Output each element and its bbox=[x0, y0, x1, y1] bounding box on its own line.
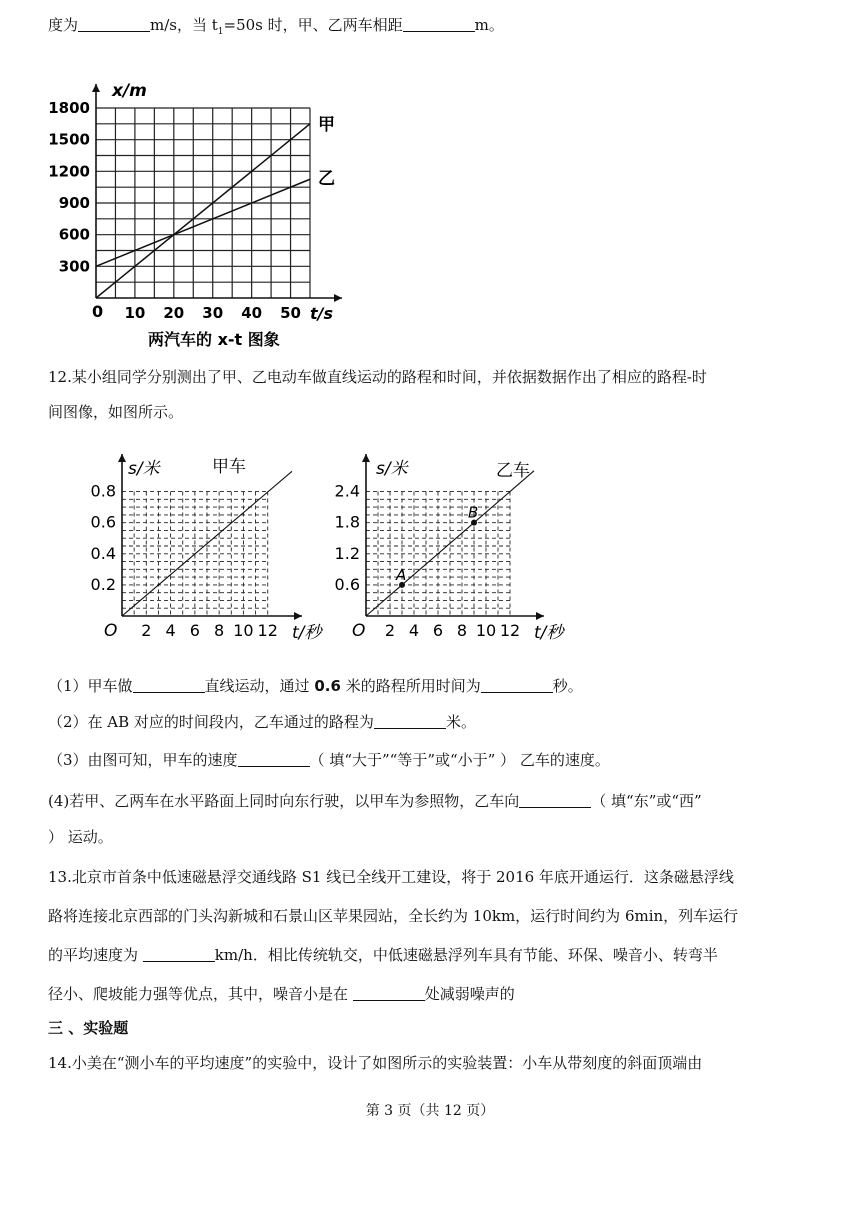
y-tick-label: 1.2 bbox=[334, 543, 360, 563]
car-b-chart bbox=[320, 446, 580, 646]
x-tick-label: 10 bbox=[124, 304, 146, 322]
text: km/h．相比传统轨交，中低速磁悬浮列车具有节能、环保、噪音小、转弯半 bbox=[214, 946, 718, 964]
text: m。 bbox=[474, 16, 504, 34]
x-tick-label: 10 bbox=[475, 621, 497, 640]
text: 米。 bbox=[445, 713, 476, 731]
text: 度为 bbox=[48, 16, 79, 34]
x-tick-label: 8 bbox=[456, 621, 468, 640]
y-tick-label: 1800 bbox=[48, 99, 90, 117]
q12-stem-2: 间图像，如图所示。 bbox=[48, 403, 184, 421]
q12-part3 bbox=[48, 749, 610, 770]
text: 秒。 bbox=[552, 677, 583, 695]
answer-blank[interactable] bbox=[403, 16, 475, 32]
x-axis-label: t/秒 bbox=[292, 623, 322, 643]
q12-stem-1: 12.某小组同学分别测出了甲、乙电动车做直线运动的路程和时间，并依据数据作出了相应的路程-时 bbox=[48, 368, 707, 386]
xt-chart bbox=[40, 72, 360, 352]
q12-part2 bbox=[48, 711, 476, 732]
text: （ 填“东”或“西” bbox=[591, 792, 702, 810]
answer-blank[interactable] bbox=[133, 677, 205, 693]
answer-blank[interactable] bbox=[238, 751, 310, 767]
text: （ 填“大于”“等于”或“小于” ） 乙车的速度。 bbox=[309, 751, 610, 769]
origin-label: O bbox=[352, 621, 366, 641]
origin-label: 0 bbox=[92, 302, 104, 321]
q13-line1: 13.北京市首条中低速磁悬浮交通线路 S1 线已全线开工建设，将于 2016 年底开通运行．这条磁悬浮线 bbox=[48, 868, 734, 886]
text: （3）由图可知，甲车的速度 bbox=[48, 751, 238, 769]
section-title: 三 、实验题 bbox=[48, 1019, 129, 1037]
answer-blank[interactable] bbox=[481, 677, 553, 693]
answer-blank[interactable] bbox=[143, 946, 215, 962]
y-axis-arrow bbox=[118, 454, 126, 462]
q11-tail-line bbox=[48, 14, 504, 37]
x-axis-arrow bbox=[334, 294, 342, 302]
y-tick-label: 0.6 bbox=[334, 574, 360, 594]
page-footer: 第 3 页（共 12 页） bbox=[365, 1103, 495, 1119]
point-label-B: B bbox=[468, 503, 479, 522]
q12-part4 bbox=[48, 790, 702, 811]
car-a-chart bbox=[70, 446, 322, 646]
x-tick-label: 6 bbox=[432, 621, 444, 640]
x-axis-arrow bbox=[294, 612, 302, 620]
q13-line2: 路将连接北京西部的门头沟新城和石景山区苹果园站，全长约为 10km，运行时间约为 6min，列车运行 bbox=[48, 907, 739, 925]
text: 径小、爬坡能力强等优点，其中，噪音小是在 bbox=[48, 985, 349, 1003]
q13-line3 bbox=[48, 944, 718, 965]
y-tick-label: 0.2 bbox=[90, 574, 116, 594]
series-label: 甲车 bbox=[212, 457, 246, 477]
text: 的平均速度为 bbox=[48, 946, 139, 964]
text: m/s，当 t bbox=[150, 16, 218, 34]
x-tick-label: 12 bbox=[257, 621, 278, 640]
x-tick-label: 2 bbox=[384, 621, 396, 640]
y-tick-label: 2.4 bbox=[334, 481, 360, 501]
answer-blank[interactable] bbox=[78, 16, 150, 32]
q13-line4 bbox=[48, 983, 515, 1004]
y-axis-label: x/m bbox=[112, 81, 147, 101]
y-axis-arrow bbox=[362, 454, 370, 462]
y-tick-label: 0.6 bbox=[90, 512, 116, 532]
text: (4)若甲、乙两车在水平路面上同时向东行驶，以甲车为参照物，乙车向 bbox=[48, 792, 520, 810]
text: =50s 时，甲、乙两车相距 bbox=[223, 16, 403, 34]
x-tick-label: 8 bbox=[214, 621, 225, 640]
y-tick-label: 600 bbox=[58, 225, 90, 244]
x-axis-label: t/s bbox=[310, 304, 334, 323]
y-tick-label: 1500 bbox=[48, 130, 90, 149]
x-tick-label: 10 bbox=[233, 621, 254, 640]
series-line-1 bbox=[96, 124, 310, 298]
series-label-jia: 甲 bbox=[318, 115, 335, 135]
y-tick-label: 0.8 bbox=[90, 481, 116, 501]
q12-part4-line2: ） 运动。 bbox=[48, 828, 113, 846]
q12-part1 bbox=[48, 675, 583, 696]
x-tick-label: 4 bbox=[165, 621, 176, 640]
text: （2）在 AB 对应的时间段内，乙车通过的路程为 bbox=[48, 713, 374, 731]
x-tick-label: 6 bbox=[189, 621, 200, 640]
y-tick-label: 1.8 bbox=[334, 512, 360, 532]
x-tick-label: 4 bbox=[408, 621, 420, 640]
series-label: 乙车 bbox=[496, 461, 530, 481]
x-tick-label: 30 bbox=[202, 304, 224, 322]
value: 0.6 bbox=[314, 677, 341, 695]
series-label-yi: 乙 bbox=[318, 169, 335, 189]
answer-blank[interactable] bbox=[519, 792, 591, 808]
y-tick-label: 300 bbox=[58, 257, 90, 276]
x-tick-label: 20 bbox=[163, 304, 185, 322]
y-tick-label: 1200 bbox=[48, 162, 90, 181]
answer-blank[interactable] bbox=[374, 713, 446, 729]
y-axis-label: s/米 bbox=[128, 459, 160, 479]
x-tick-label: 50 bbox=[280, 304, 301, 322]
y-tick-label: 900 bbox=[58, 194, 90, 212]
y-axis-arrow bbox=[92, 84, 100, 92]
text: 米的路程所用时间为 bbox=[345, 677, 481, 695]
x-axis-label: t/秒 bbox=[534, 623, 564, 643]
answer-blank[interactable] bbox=[353, 985, 425, 1001]
x-axis-arrow bbox=[536, 612, 544, 620]
point-label-A: A bbox=[396, 565, 407, 584]
x-tick-label: 40 bbox=[241, 304, 263, 322]
text: （1）甲车做 bbox=[48, 677, 133, 695]
chart-caption: 两汽车的 x-t 图象 bbox=[148, 330, 280, 349]
origin-label: O bbox=[104, 621, 118, 641]
x-tick-label: 12 bbox=[499, 621, 521, 640]
series-line-2 bbox=[96, 179, 310, 266]
subscript: 1 bbox=[217, 27, 224, 37]
y-axis-label: s/米 bbox=[376, 459, 408, 479]
y-tick-label: 0.4 bbox=[90, 543, 116, 563]
q14-line1: 14.小美在“测小车的平均速度”的实验中，设计了如图所示的实验装置：小车从带刻度的斜面顶端由 bbox=[48, 1054, 703, 1072]
x-tick-label: 2 bbox=[141, 621, 152, 640]
text: 处减弱噪声的 bbox=[424, 985, 515, 1003]
text: 直线运动，通过 bbox=[204, 677, 310, 695]
